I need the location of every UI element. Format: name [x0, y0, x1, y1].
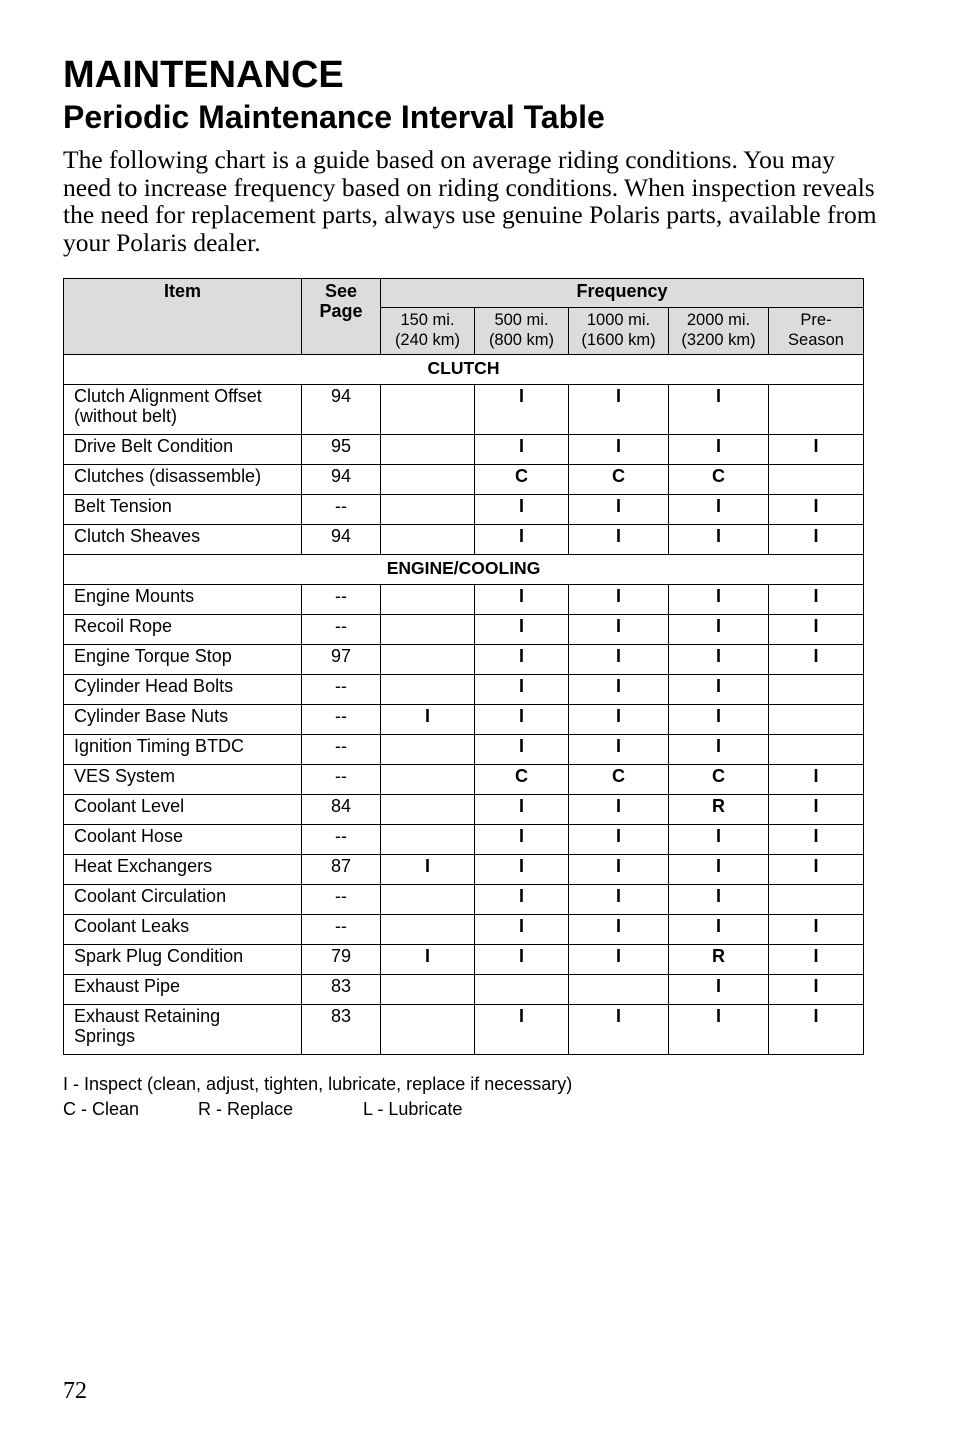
table-row [64, 525, 864, 555]
table-row [64, 915, 864, 945]
frequency-cell: I [769, 615, 864, 645]
frequency-cell [381, 495, 475, 525]
item-name-line: Engine Torque Stop [74, 646, 232, 666]
header-item: Item [64, 279, 302, 355]
frequency-cell: I [475, 915, 569, 945]
see-page: 84 [302, 795, 381, 825]
frequency-cell: I [475, 585, 569, 615]
item-name [64, 495, 302, 525]
see-page: 94 [302, 385, 381, 435]
frequency-cell: I [669, 495, 769, 525]
table-row [64, 735, 864, 765]
header-interval [475, 308, 569, 355]
item-name-line: Cylinder Head Bolts [74, 676, 234, 696]
section-subtitle: Periodic Maintenance Interval Table [63, 99, 605, 135]
frequency-cell [381, 385, 475, 435]
frequency-cell: I [569, 1005, 669, 1055]
header-interval-line: 2000 mi. [686, 311, 751, 329]
frequency-cell [769, 885, 864, 915]
table-row [64, 795, 864, 825]
header-interval-line: (1600 km) [581, 331, 656, 349]
frequency-cell: I [569, 435, 669, 465]
frequency-cell: I [475, 615, 569, 645]
item-name-line: Coolant Level [74, 796, 185, 816]
frequency-cell: I [669, 705, 769, 735]
table-row [64, 855, 864, 885]
item-name [64, 465, 302, 495]
header-see-page [302, 279, 381, 355]
frequency-cell: I [569, 525, 669, 555]
header-interval [569, 308, 669, 355]
header-interval [769, 308, 864, 355]
see-page: 79 [302, 945, 381, 975]
header-interval-line: 150 mi. [400, 311, 455, 329]
frequency-cell [381, 1005, 475, 1055]
header-see-page-line1: See [324, 281, 358, 301]
legend-inspect: I - Inspect (clean, adjust, tighten, lubricate, replace if necessary) [63, 1074, 573, 1094]
see-page: -- [302, 495, 381, 525]
frequency-cell: I [569, 675, 669, 705]
intro-paragraph: The following chart is a guide based on average riding conditions. You may need to increase frequency based on riding conditions. When inspection reveals the need for replacement parts, always use genuine Polaris parts, available from your Polaris dealer. [63, 145, 877, 257]
frequency-cell: I [769, 855, 864, 885]
see-page: -- [302, 675, 381, 705]
frequency-cell: I [669, 385, 769, 435]
frequency-cell: I [569, 385, 669, 435]
item-name [64, 585, 302, 615]
frequency-cell: I [475, 825, 569, 855]
frequency-cell: I [769, 765, 864, 795]
table-row [64, 945, 864, 975]
section-header: ENGINE/COOLING [64, 555, 864, 585]
frequency-cell: I [769, 795, 864, 825]
frequency-cell: I [769, 495, 864, 525]
see-page: -- [302, 615, 381, 645]
legend-clean: C - Clean [63, 1099, 140, 1119]
frequency-cell: I [569, 645, 669, 675]
frequency-cell: I [769, 1005, 864, 1055]
frequency-cell: I [669, 615, 769, 645]
see-page: 87 [302, 855, 381, 885]
frequency-cell [381, 915, 475, 945]
frequency-cell: I [569, 855, 669, 885]
table-row [64, 765, 864, 795]
table-row [64, 465, 864, 495]
frequency-cell: I [569, 795, 669, 825]
frequency-cell: R [669, 795, 769, 825]
frequency-cell: I [669, 915, 769, 945]
frequency-cell: I [381, 705, 475, 735]
table-row [64, 705, 864, 735]
frequency-cell: I [475, 1005, 569, 1055]
frequency-cell [381, 885, 475, 915]
table-row [64, 435, 864, 465]
item-name-line: Clutch Alignment Offset [74, 386, 262, 406]
frequency-cell [381, 735, 475, 765]
frequency-cell [769, 465, 864, 495]
frequency-cell: I [475, 495, 569, 525]
frequency-cell [381, 975, 475, 1005]
frequency-cell: I [669, 735, 769, 765]
frequency-cell [381, 765, 475, 795]
header-see-page-line2: Page [319, 301, 363, 321]
frequency-cell: I [669, 435, 769, 465]
frequency-cell: I [475, 795, 569, 825]
item-name-line: Cylinder Base Nuts [74, 706, 229, 726]
frequency-cell: I [769, 945, 864, 975]
header-interval-line: Season [788, 331, 844, 349]
item-name [64, 945, 302, 975]
frequency-cell: I [381, 855, 475, 885]
page-title: MAINTENANCE [63, 54, 344, 96]
legend-replace: R - Replace [198, 1099, 294, 1119]
see-page: -- [302, 825, 381, 855]
see-page: 83 [302, 1005, 381, 1055]
frequency-cell: C [569, 465, 669, 495]
item-name [64, 675, 302, 705]
see-page: 94 [302, 525, 381, 555]
frequency-cell: I [669, 585, 769, 615]
table-row [64, 385, 864, 435]
item-name-line: Clutches (disassemble) [74, 466, 262, 486]
item-name [64, 825, 302, 855]
frequency-cell [381, 525, 475, 555]
item-name-line: Drive Belt Condition [74, 436, 234, 456]
table-row [64, 495, 864, 525]
item-name [64, 765, 302, 795]
header-interval-line: 1000 mi. [586, 311, 651, 329]
frequency-cell: I [475, 435, 569, 465]
item-name [64, 735, 302, 765]
frequency-cell: I [669, 975, 769, 1005]
item-name [64, 435, 302, 465]
frequency-cell [769, 675, 864, 705]
frequency-cell: I [769, 915, 864, 945]
see-page: -- [302, 735, 381, 765]
frequency-cell [569, 975, 669, 1005]
item-name-line: Engine Mounts [74, 586, 195, 606]
frequency-cell: I [475, 735, 569, 765]
table-row [64, 1005, 864, 1055]
table-row [64, 885, 864, 915]
header-interval-line: 500 mi. [494, 311, 549, 329]
see-page: -- [302, 885, 381, 915]
item-name-line: Coolant Circulation [74, 886, 227, 906]
item-name [64, 705, 302, 735]
item-name-line: Ignition Timing BTDC [74, 736, 245, 756]
frequency-cell: I [569, 615, 669, 645]
frequency-cell [381, 795, 475, 825]
frequency-cell: I [769, 525, 864, 555]
frequency-cell: I [475, 385, 569, 435]
maintenance-interval-table [63, 278, 864, 1055]
frequency-cell: C [669, 465, 769, 495]
frequency-cell: I [475, 705, 569, 735]
item-name-line: Belt Tension [74, 496, 172, 516]
frequency-cell: I [569, 495, 669, 525]
frequency-cell: I [475, 945, 569, 975]
item-name-line: Spark Plug Condition [74, 946, 244, 966]
item-name [64, 615, 302, 645]
frequency-cell: I [769, 585, 864, 615]
frequency-cell: I [475, 675, 569, 705]
item-name [64, 525, 302, 555]
item-name [64, 795, 302, 825]
header-interval-line: (800 km) [488, 331, 555, 349]
item-name [64, 885, 302, 915]
frequency-cell: I [769, 975, 864, 1005]
frequency-cell: C [569, 765, 669, 795]
item-name-line: (without belt) [74, 406, 178, 426]
frequency-cell [769, 385, 864, 435]
table-row [64, 975, 864, 1005]
frequency-cell: I [569, 825, 669, 855]
header-frequency: Frequency [381, 279, 864, 308]
item-name-line: Clutch Sheaves [74, 526, 201, 546]
frequency-cell: I [769, 435, 864, 465]
item-name-line: Springs [74, 1026, 136, 1046]
item-name-line: Recoil Rope [74, 616, 173, 636]
frequency-cell: I [381, 945, 475, 975]
table-row [64, 645, 864, 675]
header-interval-line: (240 km) [394, 331, 461, 349]
frequency-cell: I [769, 825, 864, 855]
frequency-cell [475, 975, 569, 1005]
frequency-cell [381, 615, 475, 645]
frequency-cell: I [569, 735, 669, 765]
frequency-cell: I [569, 705, 669, 735]
item-name-line: Exhaust Pipe [74, 976, 181, 996]
item-name [64, 855, 302, 885]
item-name-line: Coolant Leaks [74, 916, 190, 936]
see-page: -- [302, 585, 381, 615]
item-name [64, 1005, 302, 1055]
item-name-line: Exhaust Retaining [74, 1006, 221, 1026]
section-header: CLUTCH [64, 355, 864, 385]
frequency-cell: I [669, 855, 769, 885]
frequency-cell: I [669, 825, 769, 855]
page-number: 72 [63, 1378, 87, 1404]
frequency-cell [381, 675, 475, 705]
frequency-cell [381, 585, 475, 615]
see-page: -- [302, 765, 381, 795]
frequency-cell: I [669, 1005, 769, 1055]
frequency-cell: C [475, 765, 569, 795]
frequency-cell: I [569, 885, 669, 915]
see-page: -- [302, 915, 381, 945]
frequency-cell: I [569, 585, 669, 615]
frequency-cell: I [669, 885, 769, 915]
frequency-cell: I [475, 855, 569, 885]
header-interval [669, 308, 769, 355]
item-name-line: Heat Exchangers [74, 856, 213, 876]
legend-lubricate: L - Lubricate [363, 1099, 463, 1119]
see-page: 97 [302, 645, 381, 675]
frequency-cell: I [475, 525, 569, 555]
item-name [64, 975, 302, 1005]
frequency-cell: I [669, 645, 769, 675]
see-page: 83 [302, 975, 381, 1005]
frequency-cell [381, 825, 475, 855]
frequency-cell [769, 735, 864, 765]
frequency-cell: I [475, 885, 569, 915]
frequency-cell [381, 645, 475, 675]
frequency-cell: I [669, 525, 769, 555]
header-interval-line: (3200 km) [681, 331, 756, 349]
frequency-cell: I [769, 645, 864, 675]
table-row [64, 585, 864, 615]
table-row [64, 825, 864, 855]
item-name [64, 385, 302, 435]
frequency-cell [381, 435, 475, 465]
frequency-cell: I [669, 675, 769, 705]
frequency-cell: I [569, 915, 669, 945]
see-page: 94 [302, 465, 381, 495]
see-page: 95 [302, 435, 381, 465]
frequency-cell: C [669, 765, 769, 795]
item-name-line: Coolant Hose [74, 826, 184, 846]
header-interval [381, 308, 475, 355]
table-row [64, 675, 864, 705]
table-row [64, 615, 864, 645]
frequency-cell [769, 705, 864, 735]
item-name-line: VES System [74, 766, 176, 786]
frequency-cell: C [475, 465, 569, 495]
frequency-cell: I [569, 945, 669, 975]
header-interval-line: Pre- [800, 311, 832, 329]
item-name [64, 915, 302, 945]
frequency-cell [381, 465, 475, 495]
frequency-cell: I [475, 645, 569, 675]
frequency-cell: R [669, 945, 769, 975]
see-page: -- [302, 705, 381, 735]
item-name [64, 645, 302, 675]
